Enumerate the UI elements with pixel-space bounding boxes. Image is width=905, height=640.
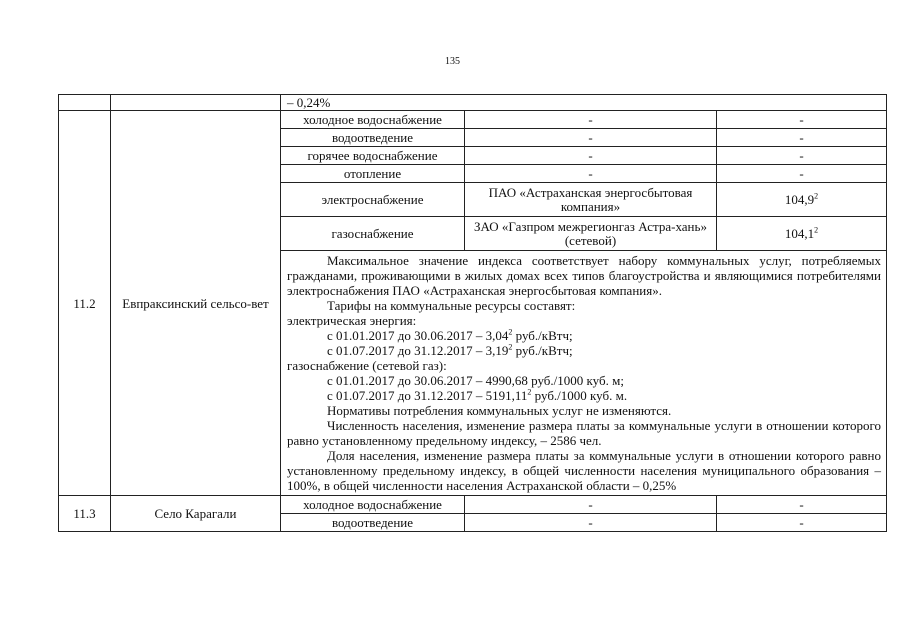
page-number: 135 xyxy=(445,56,460,67)
index-value: - xyxy=(717,496,887,514)
desc-cell xyxy=(281,95,887,111)
tariff-text: с 01.07.2017 до 31.12.2017 – 3,19 xyxy=(327,343,509,358)
service-name: холодное водоснабжение xyxy=(281,111,465,129)
index-value: - xyxy=(717,165,887,183)
tariff-line xyxy=(287,328,881,343)
description-cell xyxy=(281,251,887,496)
table-row xyxy=(59,95,887,111)
index-value: - xyxy=(717,147,887,165)
service-name: газоснабжение xyxy=(281,217,465,251)
table-row xyxy=(59,496,887,514)
tariff-text: с 01.01.2017 до 30.06.2017 – 3,04 xyxy=(327,328,509,343)
tariff-unit: руб./1000 куб. м. xyxy=(531,388,628,403)
tariff-line xyxy=(287,343,881,358)
provider: - xyxy=(465,147,717,165)
footnote-mark: 2 xyxy=(814,191,819,201)
provider: - xyxy=(465,111,717,129)
municipality-label: Евпраксинский сельсо-вет xyxy=(122,295,269,311)
index-value: - xyxy=(717,111,887,129)
provider-label: ПАО «Астраханская энергосбытовая компания» xyxy=(488,184,693,214)
service-name: водоотведение xyxy=(281,129,465,147)
num-cell xyxy=(59,95,111,111)
provider xyxy=(465,183,717,217)
service-name: электроснабжение xyxy=(281,183,465,217)
name-cell xyxy=(111,95,281,111)
municipality-name xyxy=(111,111,281,496)
index-value: - xyxy=(717,129,887,147)
provider-label: ЗАО «Газпром межрегионгаз Астра-хань» (сетевой) xyxy=(474,218,707,248)
description-paragraph: Численность населения, изменение размера платы за коммунальные услуги в отношении которого равно установленному предельному индексу, – 2586 чел. xyxy=(287,418,881,448)
description-paragraph: газоснабжение (сетевой газ): xyxy=(287,358,447,373)
continuation-text: – 0,24% xyxy=(287,95,331,110)
footnote-mark: 2 xyxy=(814,225,819,235)
provider: - xyxy=(465,514,717,532)
service-name: водоотведение xyxy=(281,514,465,532)
footnote-mark: 2 xyxy=(527,387,532,397)
tariff-line xyxy=(287,388,881,403)
row-number: 11.2 xyxy=(59,111,111,496)
tariff-table xyxy=(58,94,887,532)
row-number: 11.3 xyxy=(59,496,111,532)
description-paragraph: электрическая энергия: xyxy=(287,313,417,328)
provider: - xyxy=(465,496,717,514)
service-name: горячее водоснабжение xyxy=(281,147,465,165)
footnote-mark: 2 xyxy=(508,342,513,352)
provider: - xyxy=(465,165,717,183)
description-paragraph: Доля населения, изменение размера платы за коммунальные услуги в отношении которого равно установленному предельному индексу, в общей численности населения муниципального образования – 100%, в общей численности населения Астраханской области – 0,25% xyxy=(287,448,881,493)
index-number: 104,9 xyxy=(784,192,815,207)
description-paragraph: Максимальное значение индекса соответствует набору коммунальных услуг, потребляемых гражданами, проживающими в жилых домах всех типов благоустройства и являющимися потребителями электроснабжения ПАО «Астраханская энергосбытовая компания». xyxy=(287,253,881,298)
provider: - xyxy=(465,129,717,147)
tariff-unit: руб./кВтч; xyxy=(512,328,573,343)
service-name: отопление xyxy=(281,165,465,183)
municipality-name: Село Карагали xyxy=(111,496,281,532)
description-paragraph: Тарифы на коммунальные ресурсы составят: xyxy=(327,298,576,313)
service-name: холодное водоснабжение xyxy=(281,496,465,514)
tariff-unit: руб./кВтч; xyxy=(512,343,573,358)
table-row xyxy=(59,111,887,129)
index-value: - xyxy=(717,514,887,532)
description-paragraph: Нормативы потребления коммунальных услуг не изменяются. xyxy=(327,403,672,418)
tariff-line: с 01.01.2017 до 30.06.2017 – 4990,68 руб./1000 куб. м; xyxy=(327,373,624,388)
index-value xyxy=(717,217,887,251)
provider xyxy=(465,217,717,251)
index-value xyxy=(717,183,887,217)
index-number: 104,1 xyxy=(784,226,815,241)
tariff-text: с 01.07.2017 до 31.12.2017 – 5191,11 xyxy=(327,388,528,403)
footnote-mark: 2 xyxy=(508,327,513,337)
